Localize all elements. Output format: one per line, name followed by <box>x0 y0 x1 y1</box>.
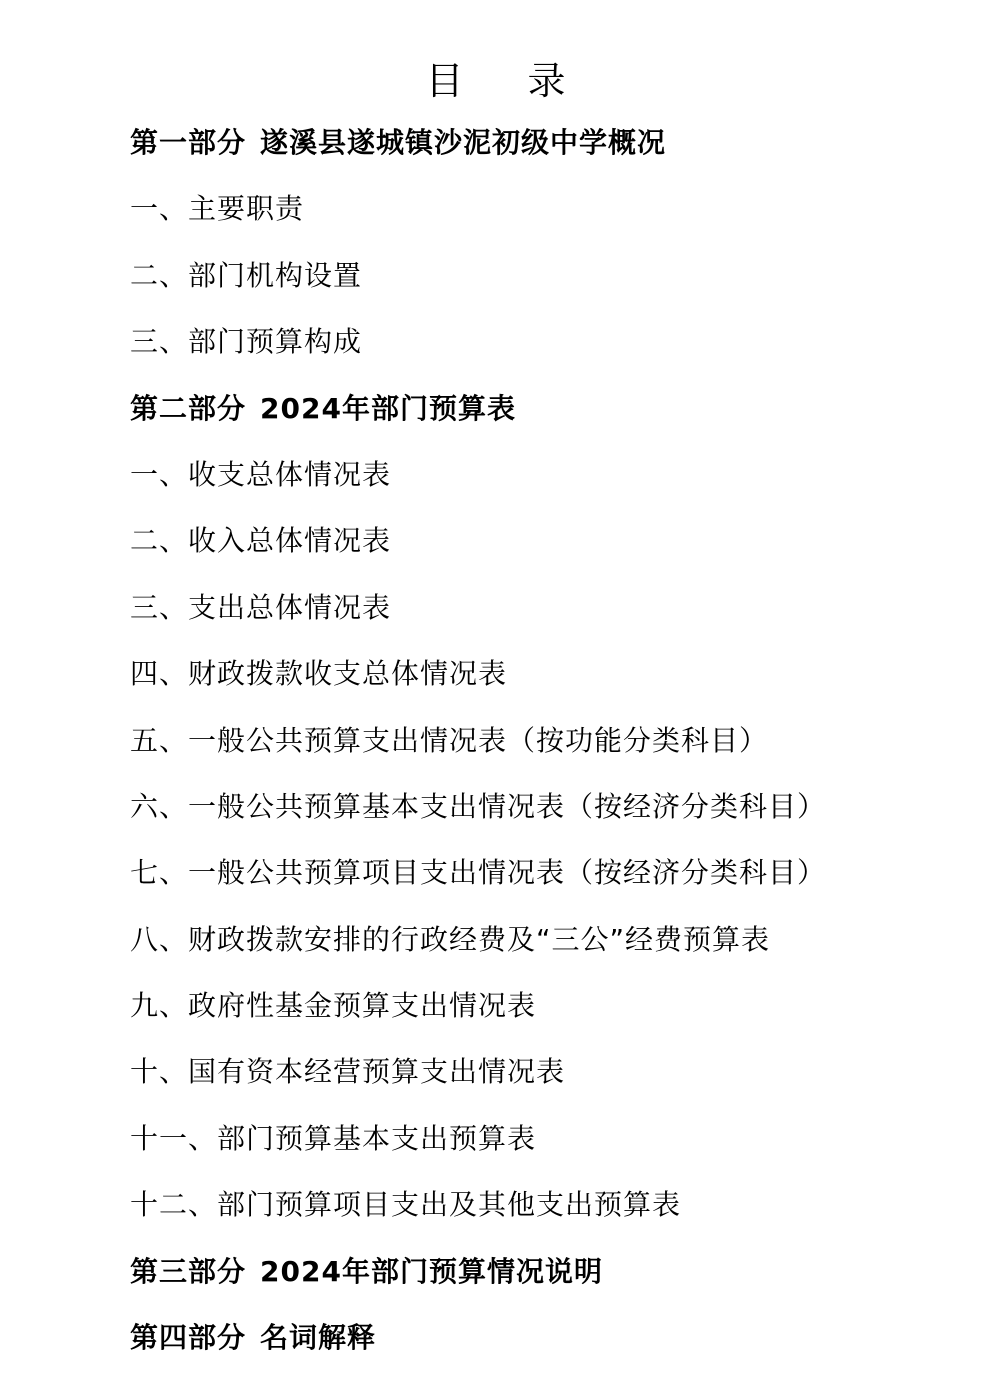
toc-item[interactable]: 三、支出总体情况表 <box>130 590 392 624</box>
toc-item[interactable]: 一、主要职责 <box>130 192 305 226</box>
toc-part-label: 第一部分 <box>130 126 247 159</box>
toc-item[interactable]: 二、收入总体情况表 <box>130 524 392 558</box>
toc-part-title: 遂溪县遂城镇沙泥初级中学概况 <box>260 126 667 159</box>
toc-item[interactable]: 一、收支总体情况表 <box>130 457 392 491</box>
table-of-contents <box>130 110 970 1371</box>
toc-item[interactable]: 二、部门机构设置 <box>130 258 363 292</box>
toc-part-title: 2024年部门预算情况说明 <box>260 1254 603 1288</box>
toc-part-4[interactable] <box>130 1305 970 1371</box>
toc-item[interactable]: 十、国有资本经营预算支出情况表 <box>130 1055 566 1089</box>
toc-item[interactable]: 七、一般公共预算项目支出情况表（按经济分类科目） <box>130 856 827 890</box>
toc-item[interactable]: 六、一般公共预算基本支出情况表（按经济分类科目） <box>130 789 827 823</box>
toc-part-title: 2024年部门预算表 <box>260 391 516 425</box>
toc-part-label: 第二部分 <box>130 391 247 425</box>
toc-item[interactable]: 九、政府性基金预算支出情况表 <box>130 989 537 1023</box>
toc-part-1[interactable] <box>130 110 970 176</box>
toc-part-label: 第四部分 <box>130 1321 247 1355</box>
toc-part-2[interactable] <box>130 376 970 442</box>
toc-part-3[interactable] <box>130 1239 970 1305</box>
toc-item[interactable]: 八、财政拨款安排的行政经费及“三公”经费预算表 <box>130 922 771 956</box>
toc-part-title: 名词解释 <box>260 1321 377 1355</box>
toc-item[interactable]: 四、财政拨款收支总体情况表 <box>130 657 508 691</box>
toc-item[interactable]: 三、部门预算构成 <box>130 325 363 359</box>
toc-item[interactable]: 十二、部门预算项目支出及其他支出预算表 <box>130 1188 682 1222</box>
toc-item[interactable]: 五、一般公共预算支出情况表（按功能分类科目） <box>130 723 769 757</box>
toc-part-label: 第三部分 <box>130 1254 247 1288</box>
toc-title: 目 录 <box>425 59 592 104</box>
toc-item[interactable]: 十一、部门预算基本支出预算表 <box>130 1121 537 1155</box>
